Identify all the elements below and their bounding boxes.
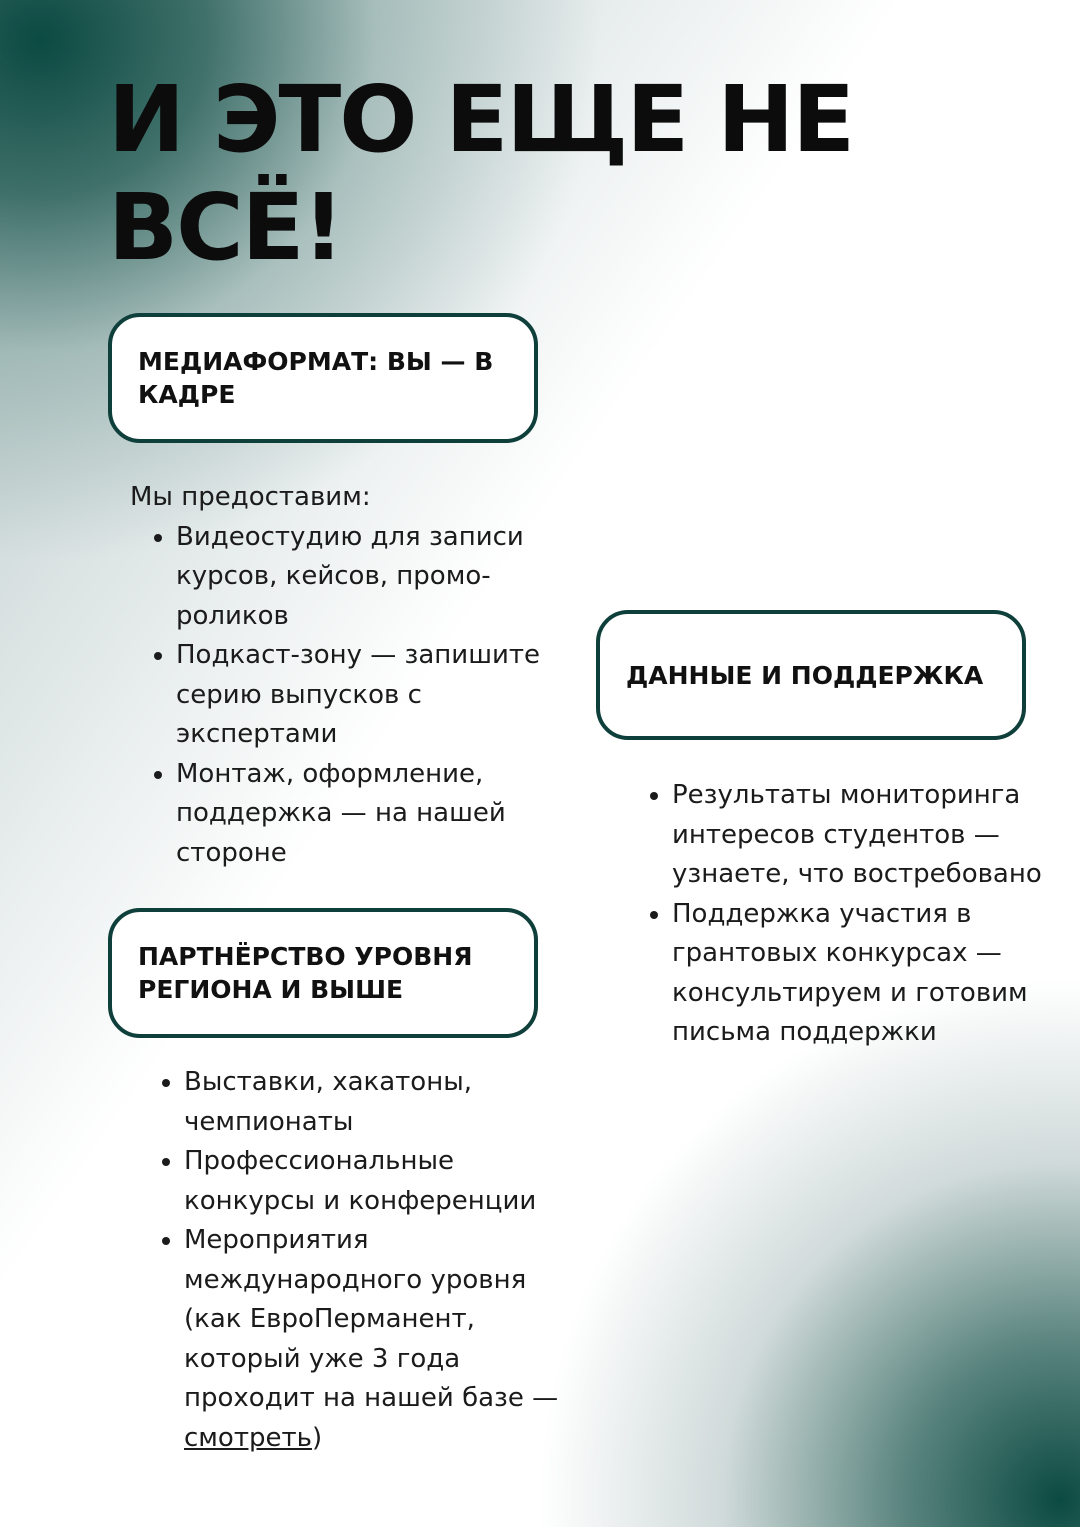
partnership-section-heading: [108, 908, 538, 1038]
media-heading-text: МЕДИАФОРМАТ: ВЫ — В КАДРЕ: [138, 347, 494, 409]
data-list: [626, 776, 1046, 1053]
partnership-list: [138, 1063, 578, 1458]
media-section-content: [130, 478, 570, 873]
watch-link[interactable]: смотреть: [184, 1422, 312, 1453]
list-item: • Видеостудию для записи курсов, кейсов, промо-роликов: [176, 518, 570, 637]
data-section-content: [626, 776, 1046, 1053]
data-section-heading: [596, 610, 1026, 740]
list-item: • Поддержка участия в грантовых конкурсах — консультируем и готовим письма поддержки: [672, 895, 1046, 1053]
page-title: И ЭТО ЕЩЕ НЕ ВСЁ!: [108, 66, 854, 281]
list-item: • Профессиональные конкурсы и конференции: [184, 1142, 578, 1221]
partnership-section-content: [138, 1063, 578, 1458]
media-list: [130, 518, 570, 874]
data-heading-text: ДАННЫЕ И ПОДДЕРЖКА: [626, 660, 984, 690]
list-item: • Выставки, хакатоны, чемпионаты: [184, 1063, 578, 1142]
list-item-text: Мероприятия международного уровня (как ЕвроПерманент, который уже 3 года проходит на нашей базе —: [184, 1225, 559, 1413]
partnership-heading-text: ПАРТНЁРСТВО УРОВНЯ РЕГИОНА И ВЫШЕ: [138, 942, 473, 1004]
media-intro: Мы предоставим:: [130, 482, 371, 512]
list-item: • Результаты мониторинга интересов студентов — узнаете, что востребовано: [672, 776, 1046, 895]
list-item: • Подкаст-зону — запишите серию выпусков с экспертами: [176, 636, 570, 755]
list-item-end: ): [311, 1422, 323, 1453]
media-section-heading: [108, 313, 538, 443]
list-item: • Монтаж, оформление, поддержка — на нашей стороне: [176, 755, 570, 874]
list-item: [184, 1221, 578, 1458]
